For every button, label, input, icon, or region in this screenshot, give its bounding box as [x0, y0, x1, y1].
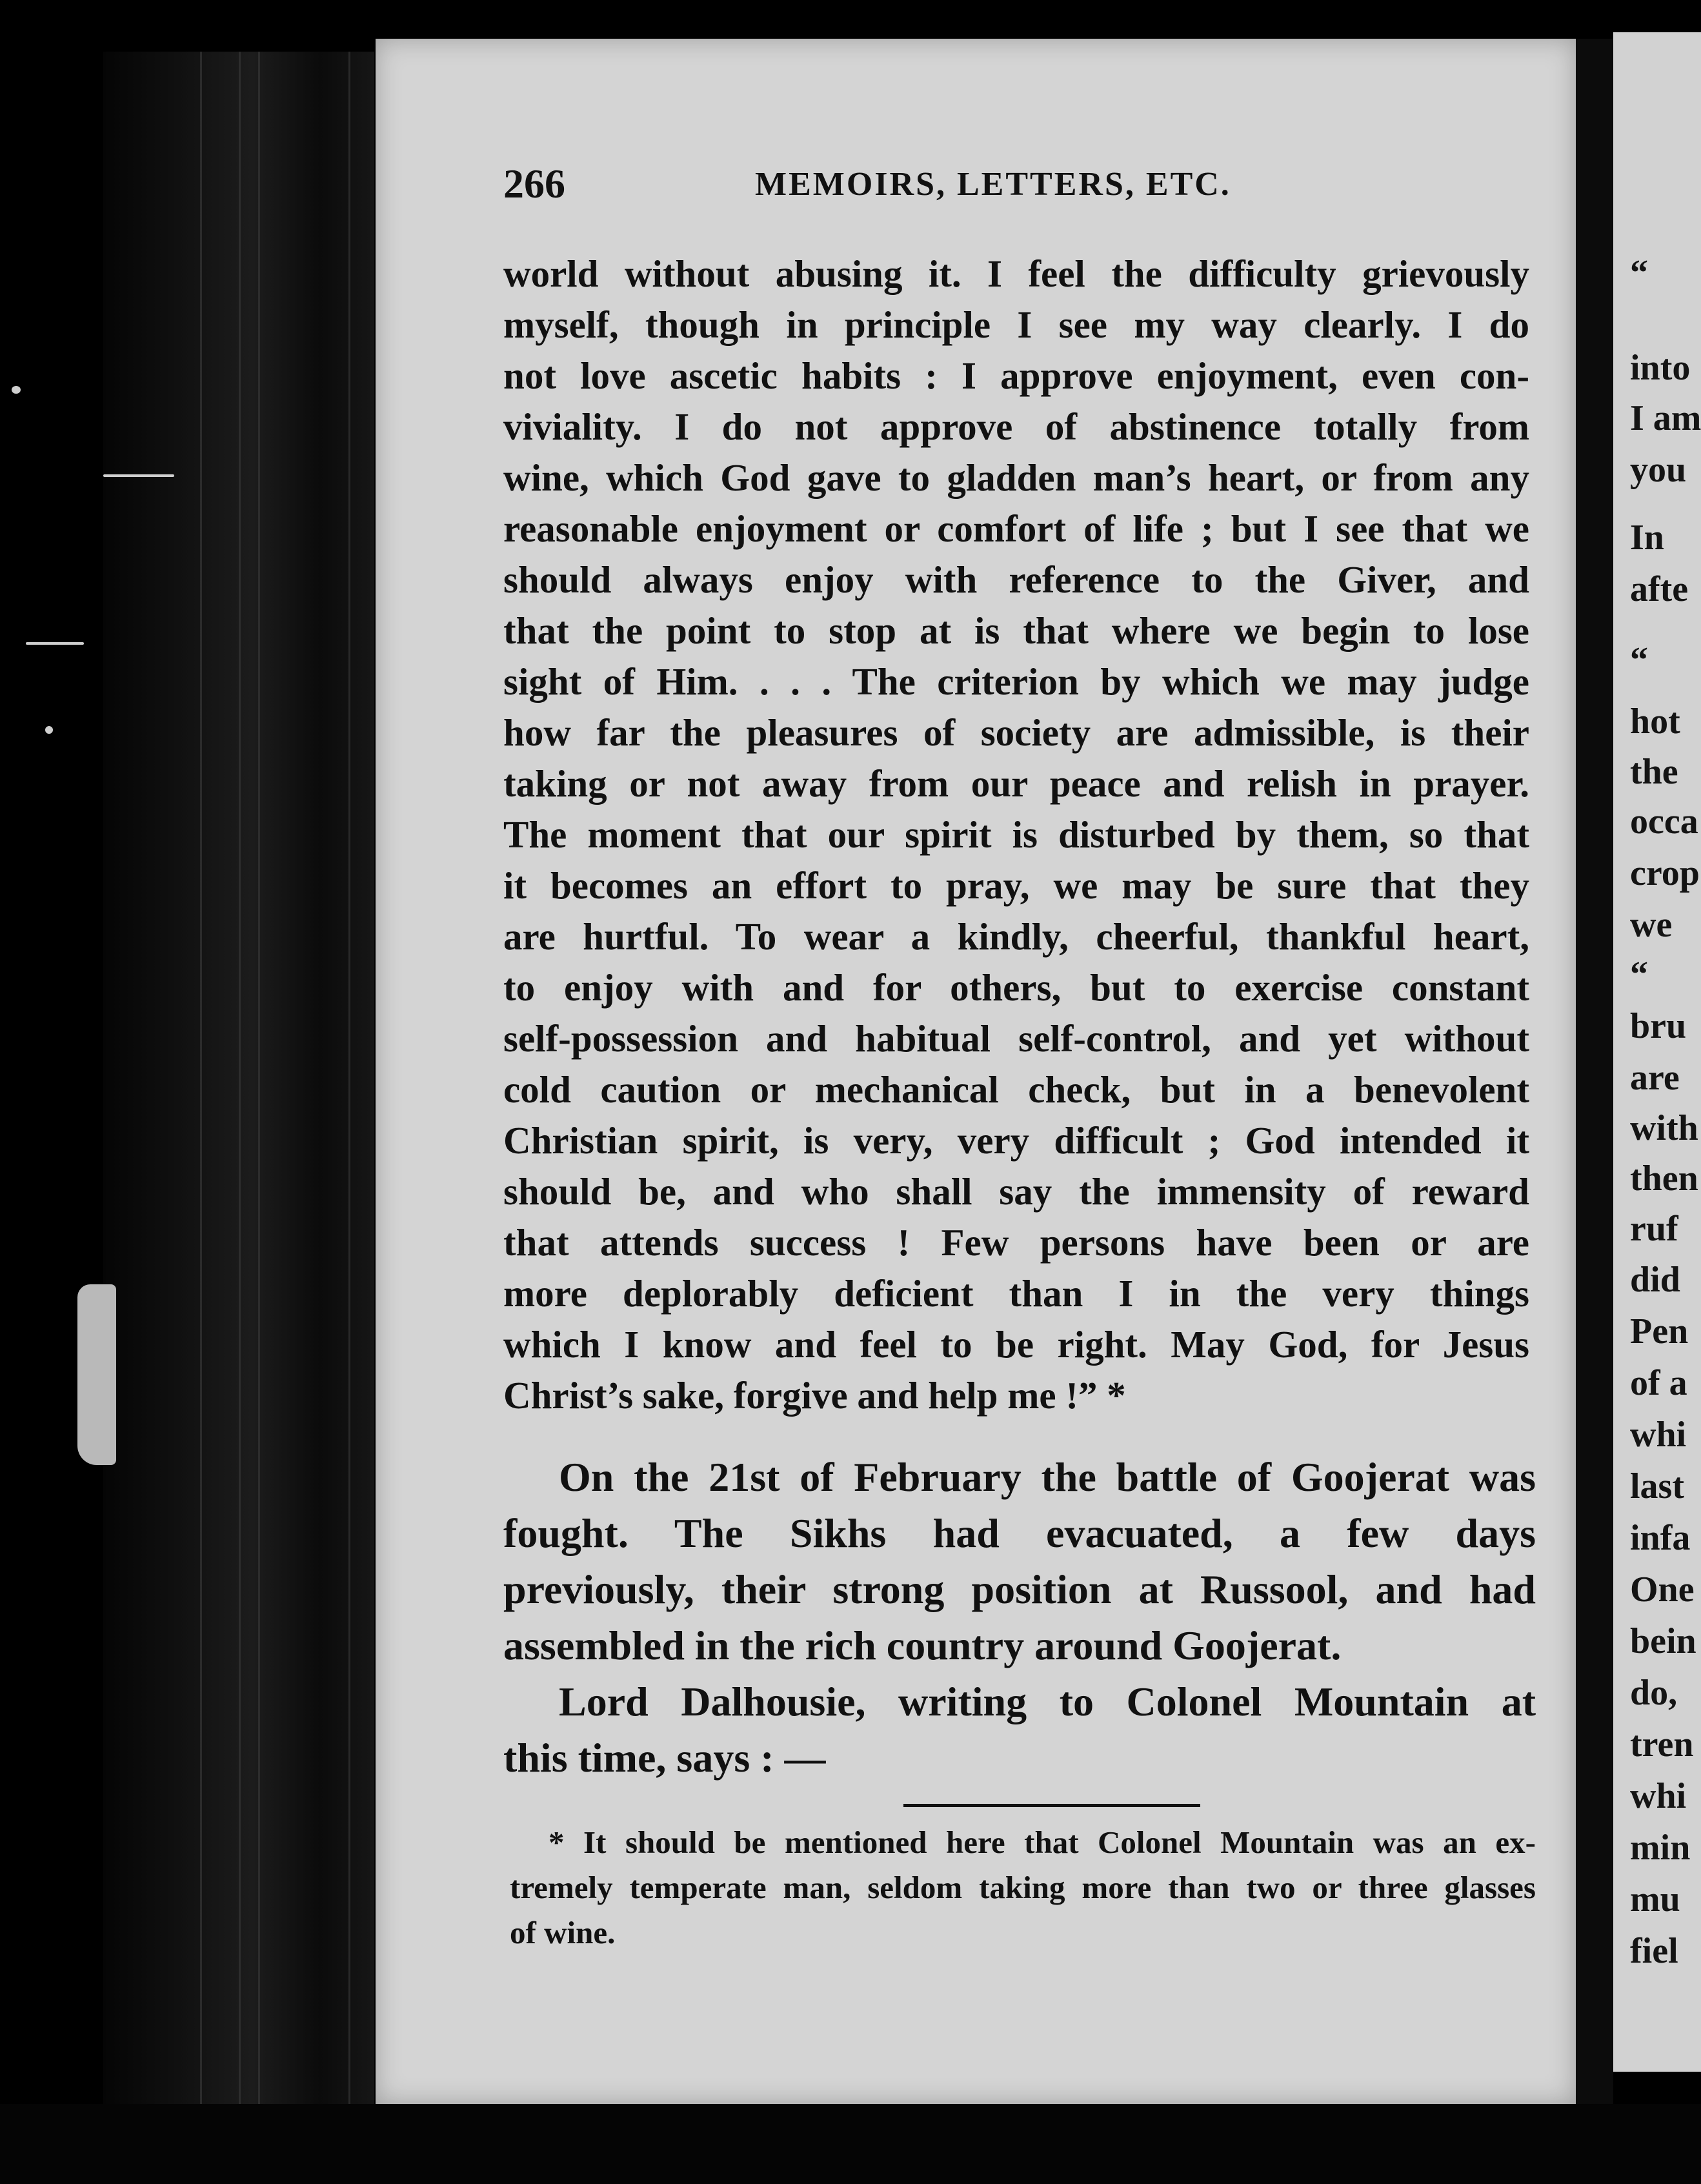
text-line: are hurtful. To wear a kindly, cheerful, thankful heart, — [503, 915, 1529, 958]
page-header — [503, 160, 1278, 212]
next-page-text: mu — [1630, 1879, 1680, 1919]
next-page-text: crop — [1630, 853, 1700, 893]
next-page-text: whi — [1630, 1776, 1687, 1816]
next-page-text: afte — [1630, 569, 1689, 609]
text-line: to enjoy with and for others, but to exercise constant — [503, 966, 1529, 1009]
text-line: world without abusing it. I feel the difficulty grievously — [503, 252, 1529, 295]
next-page-text: with — [1630, 1108, 1698, 1148]
page-gutter — [1576, 39, 1613, 2184]
text-line: cold caution or mechanical check, but in a benevolent — [503, 1068, 1529, 1111]
dust-speck — [103, 474, 174, 477]
next-page-text: bru — [1630, 1006, 1687, 1046]
next-page-text: bein — [1630, 1621, 1696, 1661]
next-page-text: are — [1630, 1058, 1680, 1098]
text-line: fought. The Sikhs had evacuated, a few days — [503, 1510, 1536, 1556]
next-page-text: “ — [1630, 253, 1648, 293]
next-page-text: you — [1630, 450, 1687, 490]
footnote-line: * It should be mentioned here that Colonel Mountain was an ex- — [549, 1825, 1536, 1860]
next-page-text: Pen — [1630, 1311, 1689, 1351]
spine-line — [200, 52, 202, 2184]
next-page-text: of a — [1630, 1363, 1687, 1403]
text-line: that attends success ! Few persons have been or are — [503, 1221, 1529, 1264]
dust-speck — [12, 386, 21, 394]
next-page-text: hot — [1630, 702, 1680, 742]
page-tab — [77, 1284, 116, 1465]
dust-speck — [45, 726, 53, 734]
text-line: should always enjoy with reference to the Giver, and — [503, 558, 1529, 601]
next-page-text: then — [1630, 1158, 1698, 1198]
spine-line — [258, 52, 260, 2184]
narrative-paragraph — [503, 1449, 1536, 1786]
text-line: reasonable enjoyment or comfort of life ; but I see that we — [503, 507, 1529, 550]
next-page-text: “ — [1630, 955, 1648, 995]
scan-bottom-border — [0, 2104, 1701, 2184]
text-line: self-possession and habitual self-control, and yet without — [503, 1017, 1529, 1060]
next-page-text: tren — [1630, 1724, 1694, 1764]
next-page-text: the — [1630, 752, 1678, 792]
text-line: Christian spirit, is very, very difficult ; God intended it — [503, 1119, 1529, 1162]
text-line: previously, their strong position at Russool, and had — [503, 1566, 1536, 1612]
text-line: more deplorably deficient than I in the very things — [503, 1272, 1529, 1315]
text-line: viviality. I do not approve of abstinence totally from — [503, 405, 1529, 448]
next-page-text: “ — [1630, 640, 1648, 680]
text-line: this time, says : — — [503, 1735, 826, 1781]
next-page-text: In — [1630, 518, 1664, 558]
next-page-text: One — [1630, 1570, 1695, 1610]
text-line: that the point to stop at is that where we begin to lose — [503, 609, 1529, 652]
text-line: On the 21st of February the battle of Goojerat was — [559, 1454, 1536, 1500]
footnote-line: tremely temperate man, seldom taking more than two or three glasses — [510, 1870, 1536, 1905]
next-page-text: whi — [1630, 1415, 1687, 1455]
spine-line — [239, 52, 241, 2184]
text-line: which I know and feel to be right. May God, for Jesus — [503, 1323, 1529, 1366]
next-page-text: occa — [1630, 802, 1698, 842]
next-page-text: I am — [1630, 398, 1701, 438]
book-spine — [103, 52, 374, 2184]
next-page-text: last — [1630, 1466, 1684, 1506]
text-line: it becomes an effort to pray, we may be sure that they — [503, 864, 1529, 907]
footnote-line: of wine. — [510, 1915, 616, 1950]
next-page-text: ruf — [1630, 1209, 1678, 1249]
next-page-text: did — [1630, 1260, 1680, 1300]
text-line: Lord Dalhousie, writing to Colonel Mountain at — [559, 1679, 1536, 1724]
next-page-text: infa — [1630, 1518, 1691, 1558]
dust-speck — [26, 642, 84, 645]
body-paragraph — [503, 248, 1529, 1421]
next-page-text: fiel — [1630, 1931, 1678, 1971]
next-page-text: do, — [1630, 1673, 1678, 1713]
text-line: should be, and who shall say the immensity of reward — [503, 1170, 1529, 1213]
next-page-text: we — [1630, 905, 1673, 945]
text-line: sight of Him. . . . The criterion by which we may judge — [503, 660, 1529, 703]
footnote — [510, 1820, 1536, 1956]
running-head: MEMOIRS, LETTERS, ETC. — [755, 166, 1231, 203]
text-line: Christ’s sake, forgive and help me !” * — [503, 1374, 1126, 1417]
next-page-fragment — [1613, 32, 1701, 2072]
text-line: how far the pleasures of society are admissible, is their — [503, 711, 1529, 754]
footnote-rule — [903, 1804, 1200, 1807]
page-number: 266 — [503, 161, 565, 207]
text-line: taking or not away from our peace and relish in prayer. — [503, 762, 1529, 805]
spine-line — [348, 52, 350, 2184]
text-line: The moment that our spirit is disturbed by them, so that — [503, 813, 1529, 856]
text-line: myself, though in principle I see my way clearly. I do — [503, 303, 1529, 346]
next-page-text: into — [1630, 348, 1691, 388]
text-line: wine, which God gave to gladden man’s heart, or from any — [503, 456, 1529, 499]
text-line: assembled in the rich country around Goojerat. — [503, 1623, 1342, 1668]
text-line: not love ascetic habits : I approve enjoyment, even con- — [503, 354, 1529, 397]
next-page-text: min — [1630, 1828, 1691, 1868]
